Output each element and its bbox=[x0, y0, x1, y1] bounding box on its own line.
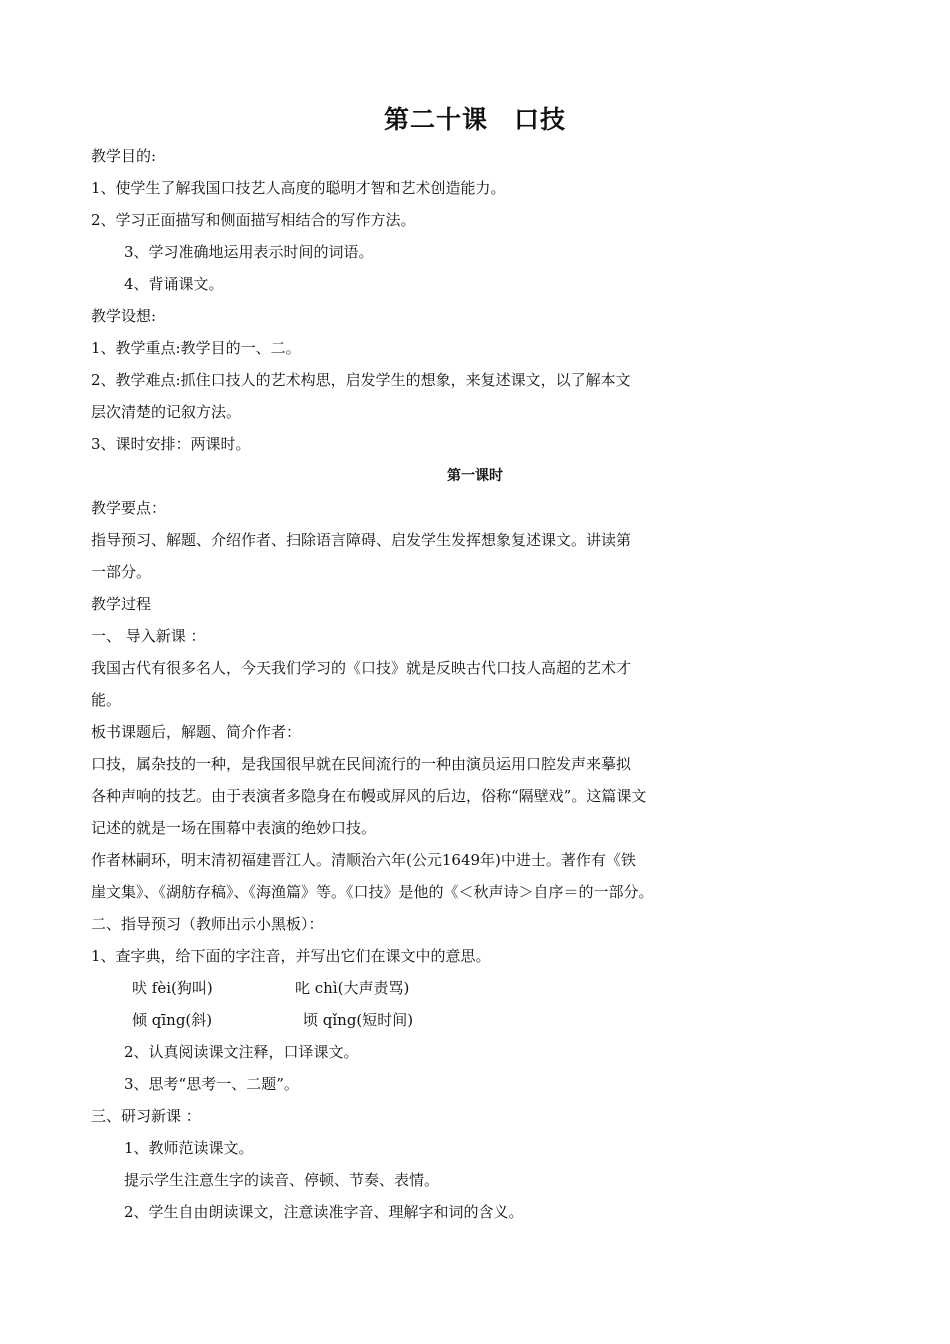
text-line: 教学过程 bbox=[91, 595, 152, 613]
text-line: 提示学生注意生字的读音、停顿、节奏、表情。 bbox=[124, 1171, 440, 1189]
text-line: 作者林嗣环，明末清初福建晋江人。清顺治六年(公元1649年)中进士。著作有《铁 bbox=[91, 851, 636, 869]
text-line: 我国古代有很多名人，今天我们学习的《口技》就是反映古代口技人高超的艺术才 bbox=[91, 659, 632, 677]
text-line: 三、研习新课 ： bbox=[91, 1107, 201, 1125]
text-line: 一部分。 bbox=[91, 563, 152, 581]
text-line: 2、学习正面描写和侧面描写相结合的写作方法。 bbox=[91, 211, 416, 229]
pinyin-entry: 顷 qǐng(短时间) bbox=[303, 1011, 414, 1029]
text-line: 教学设想: bbox=[91, 307, 157, 325]
section-heading: 第一课时 bbox=[447, 468, 503, 484]
text-line: 口技，属杂技的一种，是我国很早就在民间流行的一种由演员运用口腔发声来摹拟 bbox=[91, 755, 632, 773]
text-line: 2、教学难点:抓住口技人的艺术构思，启发学生的想象，来复述课文，以了解本文 bbox=[91, 371, 631, 389]
text-line: 3、课时安排：两课时。 bbox=[91, 435, 251, 453]
text-line: 教学要点： bbox=[91, 499, 167, 517]
text-line: 1、教师范读课文。 bbox=[124, 1139, 254, 1157]
page-title bbox=[0, 100, 950, 140]
text-line: 一、 导入新课 ： bbox=[91, 627, 206, 645]
pinyin-entry: 倾 qīng(斜) bbox=[132, 1011, 213, 1029]
title-main: 第二十课 bbox=[383, 105, 488, 134]
pinyin-row bbox=[91, 1004, 781, 1036]
text-line: 能。 bbox=[91, 691, 122, 709]
text-line: 3、思考“思考一、二题”。 bbox=[124, 1075, 299, 1093]
pinyin-entry: 吠 fèi(狗叫) bbox=[132, 979, 213, 997]
text-line: 2、学生自由朗读课文，注意读准字音、理解字和词的含义。 bbox=[124, 1203, 524, 1221]
text-line: 1、教学重点:教学目的一、二。 bbox=[91, 339, 301, 357]
text-line: 指导预习、解题、介绍作者、扫除语言障碍、启发学生发挥想象复述课文。讲读第 bbox=[91, 531, 632, 549]
text-line: 崖文集》、《湖舫存稿》、《海渔篇》等。《口技》是他的《＜秋声诗＞自序＝的一部分。 bbox=[91, 883, 654, 901]
text-line: 1、查字典，给下面的字注音，并写出它们在课文中的意思。 bbox=[91, 947, 491, 965]
document-body bbox=[91, 140, 781, 1228]
text-line: 2、认真阅读课文注释，口译课文。 bbox=[124, 1043, 359, 1061]
pinyin-row bbox=[91, 972, 781, 1004]
text-line: 二、指导预习（教师出示小黑板）： bbox=[91, 915, 324, 933]
text-line: 各种声响的技艺。由于表演者多隐身在布幔或屏风的后边，俗称“隔壁戏”。这篇课文 bbox=[91, 787, 647, 805]
text-line: 记述的就是一场在围幕中表演的绝妙口技。 bbox=[91, 819, 377, 837]
title-sub: 口技 bbox=[514, 105, 567, 134]
text-line: 1、使学生了解我国口技艺人高度的聪明才智和艺术创造能力。 bbox=[91, 179, 506, 197]
text-line: 层次清楚的记叙方法。 bbox=[91, 403, 242, 421]
text-line: 3、学习准确地运用表示时间的词语。 bbox=[124, 243, 374, 261]
text-line: 教学目的: bbox=[91, 147, 157, 165]
text-line: 4、背诵课文。 bbox=[124, 275, 224, 293]
text-line: 板书课题后，解题、简介作者： bbox=[91, 723, 302, 741]
pinyin-entry: 叱 chì(大声责骂) bbox=[295, 979, 410, 997]
